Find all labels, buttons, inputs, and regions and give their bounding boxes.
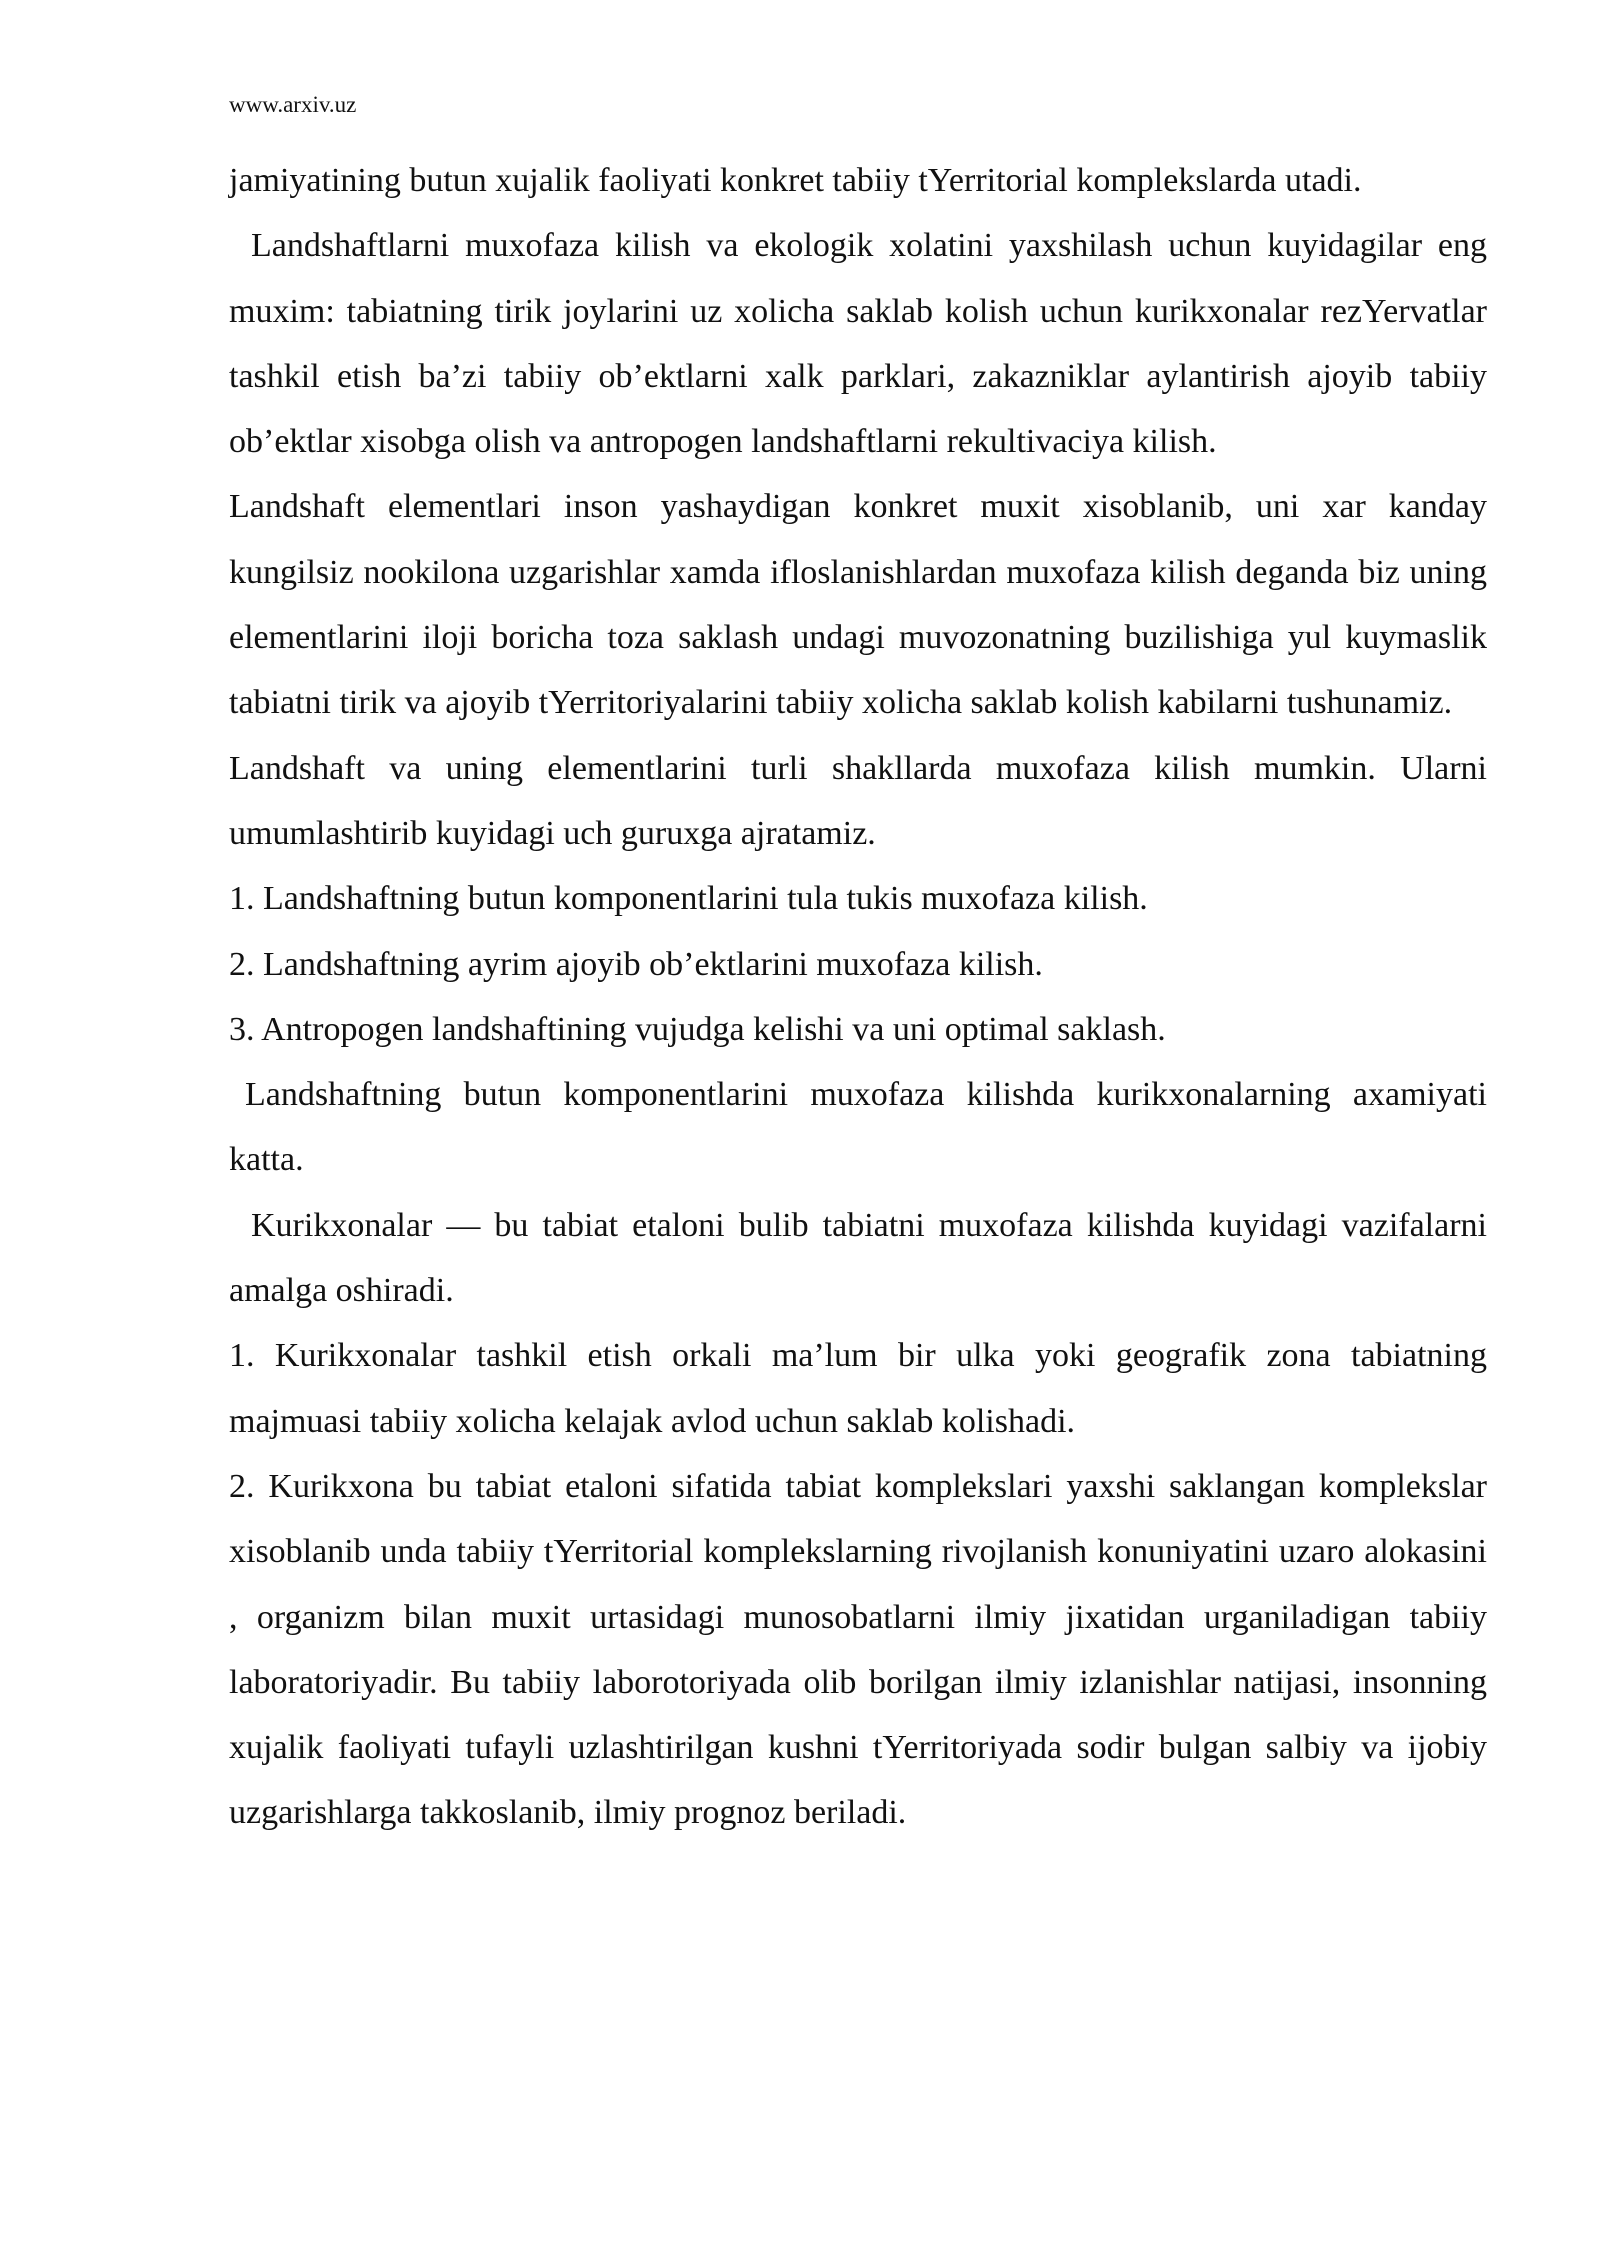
paragraph-landscape-elements: Landshaft elementlari inson yashaydigan konkret muxit xisoblanib, uni xar kanday kungilsiz nookilona uzgarishlar xamda ifloslanishlardan muxofaza kilish deganda biz uning elementlarini iloji boricha toza saklash undagi muvozonatning buzilishiga yul kuymaslik tabiatni tirik va ajoyib tYerritoriyalarini tabiiy xolicha saklab kolish kabilarni tushunamiz. <box>229 488 1487 722</box>
paragraph-protection-groups: Landshaft va uning elementlarini turli shakllarda muxofaza kilish mumkin. Ularni umumlashtirib kuyidagi uch guruxga ajratamiz. <box>229 749 1487 852</box>
list-item-3: 3. Antropogen landshaftining vujudga kelishi va uni optimal saklash. <box>229 1010 1166 1048</box>
reserve-task-2: 2. Kurikxona bu tabiat etaloni sifatida tabiat komplekslari yaxshi saklangan komplekslar xisoblanib unda tabiiy tYerritorial komplekslarning rivojlanish konuniyatini uzaro alokasini , organizm bilan muxit urtasidagi munosobatlarni ilmiy jixatidan urganiladigan tabiiy laboratoriyadir. Bu tabiiy laborotoriyada olib borilgan ilmiy izlanishlar natijasi, insonning xujalik faoliyati tufayli uzlashtirilgan kushni tYerritoriyada sodir bulgan salbiy va ijobiy uzgarishlarga takkoslanib, ilmiy prognoz beriladi. <box>229 1467 1487 1832</box>
list-item-2: 2. Landshaftning ayrim ajoyib ob’ektlarini muxofaza kilish. <box>229 945 1043 983</box>
paragraph-reserves-importance: Landshaftning butun komponentlarini muxofaza kilishda kurikxonalarning axamiyati katta. <box>229 1076 1487 1179</box>
reserve-task-1: 1. Kurikxonalar tashkil etish orkali ma’lum bir ulka yoki geografik zona tabiatning majmuasi tabiiy xolicha kelajak avlod uchun saklab kolishadi. <box>229 1337 1487 1440</box>
paragraph-reserves-definition: Kurikxonalar — bu tabiat etaloni bulib tabiatni muxofaza kilishda kuyidagi vazifalarni amalga oshiradi. <box>229 1206 1487 1310</box>
site-header: www.arxiv.uz <box>229 92 357 117</box>
paragraph-landscape-protection: Landshaftlarni muxofaza kilish va ekologik xolatini yaxshilash uchun kuyidagilar eng muxim: tabiatning tirik joylarini uz xolicha saklab kolish uchun kurikxonalar rezYervatlar tashkil etish ba’zi tabiiy ob’ektlarni xalk parklari, zakazniklar aylantirish ajoyib tabiiy ob’ektlar xisobga olish va antropogen landshaftlarni rekultivaciya kilish. <box>229 227 1487 461</box>
list-item-1: 1. Landshaftning butun komponentlarini tula tukis muxofaza kilish. <box>229 880 1148 918</box>
paragraph-intro: jamiyatining butun xujalik faoliyati konkret tabiiy tYerritorial komplekslarda utadi. <box>229 162 1362 199</box>
document-body <box>229 148 1487 1846</box>
